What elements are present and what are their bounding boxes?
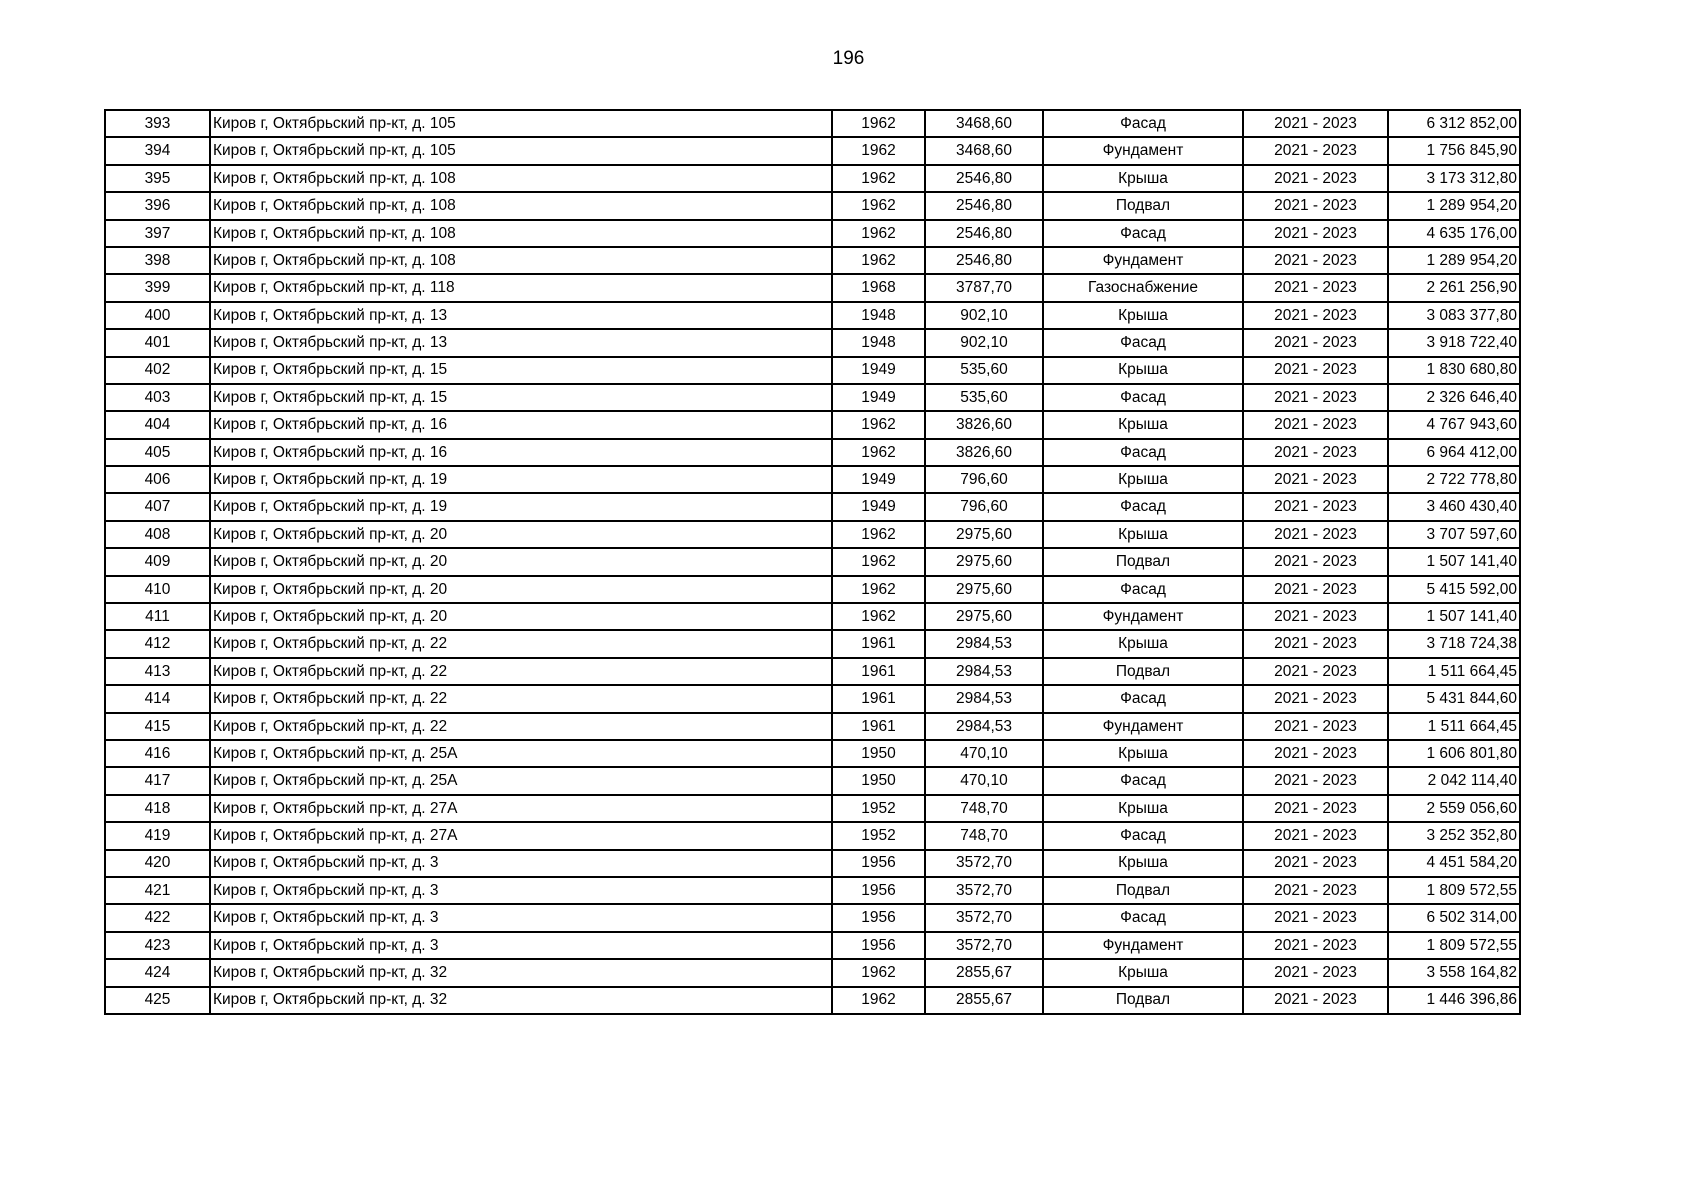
period-cell: 2021 - 2023	[1243, 767, 1388, 794]
area-cell: 2546,80	[925, 220, 1043, 247]
table-row	[105, 767, 1520, 794]
cost-cell: 2 559 056,60	[1388, 795, 1520, 822]
build-year-cell: 1962	[832, 548, 925, 575]
cost-cell: 3 252 352,80	[1388, 822, 1520, 849]
table-row	[105, 192, 1520, 219]
period-cell: 2021 - 2023	[1243, 357, 1388, 384]
period-cell: 2021 - 2023	[1243, 658, 1388, 685]
area-cell: 902,10	[925, 329, 1043, 356]
table-row	[105, 850, 1520, 877]
table-row	[105, 740, 1520, 767]
repair-registry-table	[104, 109, 1521, 1015]
work-type-cell: Фасад	[1043, 904, 1243, 931]
cost-cell: 4 635 176,00	[1388, 220, 1520, 247]
area-cell: 3572,70	[925, 850, 1043, 877]
address-cell: Киров г, Октябрьский пр-кт, д. 22	[210, 658, 832, 685]
address-cell: Киров г, Октябрьский пр-кт, д. 108	[210, 192, 832, 219]
address-cell: Киров г, Октябрьский пр-кт, д. 22	[210, 630, 832, 657]
address-cell: Киров г, Октябрьский пр-кт, д. 20	[210, 548, 832, 575]
work-type-cell: Крыша	[1043, 466, 1243, 493]
row-number-cell: 413	[105, 658, 210, 685]
build-year-cell: 1949	[832, 466, 925, 493]
cost-cell: 1 446 396,86	[1388, 987, 1520, 1014]
build-year-cell: 1952	[832, 822, 925, 849]
row-number-cell: 410	[105, 576, 210, 603]
address-cell: Киров г, Октябрьский пр-кт, д. 22	[210, 713, 832, 740]
build-year-cell: 1962	[832, 521, 925, 548]
build-year-cell: 1949	[832, 357, 925, 384]
build-year-cell: 1950	[832, 767, 925, 794]
build-year-cell: 1956	[832, 904, 925, 931]
row-number-cell: 422	[105, 904, 210, 931]
work-type-cell: Крыша	[1043, 302, 1243, 329]
area-cell: 2855,67	[925, 987, 1043, 1014]
cost-cell: 1 289 954,20	[1388, 247, 1520, 274]
address-cell: Киров г, Октябрьский пр-кт, д. 118	[210, 274, 832, 301]
address-cell: Киров г, Октябрьский пр-кт, д. 3	[210, 932, 832, 959]
work-type-cell: Фундамент	[1043, 137, 1243, 164]
cost-cell: 1 606 801,80	[1388, 740, 1520, 767]
address-cell: Киров г, Октябрьский пр-кт, д. 108	[210, 247, 832, 274]
page-number: 196	[832, 48, 865, 69]
area-cell: 902,10	[925, 302, 1043, 329]
row-number-cell: 423	[105, 932, 210, 959]
area-cell: 3468,60	[925, 137, 1043, 164]
address-cell: Киров г, Октябрьский пр-кт, д. 105	[210, 110, 832, 137]
build-year-cell: 1962	[832, 411, 925, 438]
work-type-cell: Подвал	[1043, 548, 1243, 575]
work-type-cell: Газоснабжение	[1043, 274, 1243, 301]
address-cell: Киров г, Октябрьский пр-кт, д. 27А	[210, 822, 832, 849]
period-cell: 2021 - 2023	[1243, 466, 1388, 493]
row-number-cell: 425	[105, 987, 210, 1014]
area-cell: 3468,60	[925, 110, 1043, 137]
table-row	[105, 658, 1520, 685]
table-row	[105, 822, 1520, 849]
address-cell: Киров г, Октябрьский пр-кт, д. 3	[210, 850, 832, 877]
row-number-cell: 409	[105, 548, 210, 575]
area-cell: 3572,70	[925, 932, 1043, 959]
build-year-cell: 1962	[832, 987, 925, 1014]
period-cell: 2021 - 2023	[1243, 932, 1388, 959]
row-number-cell: 403	[105, 384, 210, 411]
period-cell: 2021 - 2023	[1243, 247, 1388, 274]
cost-cell: 2 722 778,80	[1388, 466, 1520, 493]
period-cell: 2021 - 2023	[1243, 137, 1388, 164]
build-year-cell: 1962	[832, 439, 925, 466]
period-cell: 2021 - 2023	[1243, 384, 1388, 411]
area-cell: 3826,60	[925, 439, 1043, 466]
period-cell: 2021 - 2023	[1243, 713, 1388, 740]
cost-cell: 2 261 256,90	[1388, 274, 1520, 301]
row-number-cell: 399	[105, 274, 210, 301]
period-cell: 2021 - 2023	[1243, 411, 1388, 438]
work-type-cell: Крыша	[1043, 850, 1243, 877]
address-cell: Киров г, Октябрьский пр-кт, д. 27А	[210, 795, 832, 822]
build-year-cell: 1961	[832, 630, 925, 657]
address-cell: Киров г, Октябрьский пр-кт, д. 20	[210, 603, 832, 630]
area-cell: 2975,60	[925, 548, 1043, 575]
area-cell: 2984,53	[925, 658, 1043, 685]
row-number-cell: 416	[105, 740, 210, 767]
address-cell: Киров г, Октябрьский пр-кт, д. 105	[210, 137, 832, 164]
build-year-cell: 1950	[832, 740, 925, 767]
build-year-cell: 1961	[832, 658, 925, 685]
build-year-cell: 1962	[832, 137, 925, 164]
build-year-cell: 1948	[832, 329, 925, 356]
row-number-cell: 419	[105, 822, 210, 849]
area-cell: 2546,80	[925, 192, 1043, 219]
row-number-cell: 418	[105, 795, 210, 822]
table-row	[105, 576, 1520, 603]
row-number-cell: 414	[105, 685, 210, 712]
address-cell: Киров г, Октябрьский пр-кт, д. 25А	[210, 767, 832, 794]
period-cell: 2021 - 2023	[1243, 795, 1388, 822]
work-type-cell: Фасад	[1043, 822, 1243, 849]
table-row	[105, 795, 1520, 822]
work-type-cell: Фасад	[1043, 384, 1243, 411]
table-row	[105, 274, 1520, 301]
address-cell: Киров г, Октябрьский пр-кт, д. 16	[210, 411, 832, 438]
area-cell: 3826,60	[925, 411, 1043, 438]
table-row	[105, 357, 1520, 384]
work-type-cell: Подвал	[1043, 987, 1243, 1014]
work-type-cell: Фасад	[1043, 685, 1243, 712]
area-cell: 2984,53	[925, 713, 1043, 740]
work-type-cell: Фасад	[1043, 220, 1243, 247]
cost-cell: 3 918 722,40	[1388, 329, 1520, 356]
row-number-cell: 406	[105, 466, 210, 493]
table-row	[105, 137, 1520, 164]
period-cell: 2021 - 2023	[1243, 220, 1388, 247]
period-cell: 2021 - 2023	[1243, 850, 1388, 877]
period-cell: 2021 - 2023	[1243, 576, 1388, 603]
row-number-cell: 421	[105, 877, 210, 904]
row-number-cell: 405	[105, 439, 210, 466]
row-number-cell: 400	[105, 302, 210, 329]
cost-cell: 4 451 584,20	[1388, 850, 1520, 877]
address-cell: Киров г, Октябрьский пр-кт, д. 25А	[210, 740, 832, 767]
area-cell: 2546,80	[925, 247, 1043, 274]
cost-cell: 1 511 664,45	[1388, 658, 1520, 685]
table-row	[105, 877, 1520, 904]
cost-cell: 5 415 592,00	[1388, 576, 1520, 603]
row-number-cell: 415	[105, 713, 210, 740]
address-cell: Киров г, Октябрьский пр-кт, д. 22	[210, 685, 832, 712]
table-row	[105, 630, 1520, 657]
period-cell: 2021 - 2023	[1243, 877, 1388, 904]
address-cell: Киров г, Октябрьский пр-кт, д. 13	[210, 329, 832, 356]
area-cell: 2984,53	[925, 685, 1043, 712]
period-cell: 2021 - 2023	[1243, 548, 1388, 575]
period-cell: 2021 - 2023	[1243, 493, 1388, 520]
row-number-cell: 401	[105, 329, 210, 356]
period-cell: 2021 - 2023	[1243, 987, 1388, 1014]
cost-cell: 3 173 312,80	[1388, 165, 1520, 192]
work-type-cell: Фундамент	[1043, 932, 1243, 959]
address-cell: Киров г, Октябрьский пр-кт, д. 108	[210, 165, 832, 192]
period-cell: 2021 - 2023	[1243, 302, 1388, 329]
area-cell: 2975,60	[925, 521, 1043, 548]
work-type-cell: Фасад	[1043, 439, 1243, 466]
work-type-cell: Фасад	[1043, 329, 1243, 356]
address-cell: Киров г, Октябрьский пр-кт, д. 16	[210, 439, 832, 466]
build-year-cell: 1962	[832, 247, 925, 274]
cost-cell: 1 507 141,40	[1388, 603, 1520, 630]
build-year-cell: 1961	[832, 713, 925, 740]
row-number-cell: 417	[105, 767, 210, 794]
address-cell: Киров г, Октябрьский пр-кт, д. 3	[210, 904, 832, 931]
work-type-cell: Крыша	[1043, 411, 1243, 438]
period-cell: 2021 - 2023	[1243, 959, 1388, 986]
period-cell: 2021 - 2023	[1243, 740, 1388, 767]
cost-cell: 6 964 412,00	[1388, 439, 1520, 466]
area-cell: 2975,60	[925, 576, 1043, 603]
build-year-cell: 1962	[832, 110, 925, 137]
table-row	[105, 603, 1520, 630]
table-row	[105, 521, 1520, 548]
row-number-cell: 394	[105, 137, 210, 164]
build-year-cell: 1962	[832, 220, 925, 247]
work-type-cell: Подвал	[1043, 877, 1243, 904]
address-cell: Киров г, Октябрьский пр-кт, д. 19	[210, 466, 832, 493]
table-row	[105, 904, 1520, 931]
table-row	[105, 987, 1520, 1014]
cost-cell: 3 707 597,60	[1388, 521, 1520, 548]
cost-cell: 1 507 141,40	[1388, 548, 1520, 575]
cost-cell: 6 502 314,00	[1388, 904, 1520, 931]
build-year-cell: 1962	[832, 165, 925, 192]
address-cell: Киров г, Октябрьский пр-кт, д. 32	[210, 987, 832, 1014]
row-number-cell: 420	[105, 850, 210, 877]
work-type-cell: Фасад	[1043, 576, 1243, 603]
work-type-cell: Крыша	[1043, 165, 1243, 192]
address-cell: Киров г, Октябрьский пр-кт, д. 20	[210, 521, 832, 548]
work-type-cell: Крыша	[1043, 740, 1243, 767]
cost-cell: 1 809 572,55	[1388, 877, 1520, 904]
area-cell: 796,60	[925, 466, 1043, 493]
period-cell: 2021 - 2023	[1243, 165, 1388, 192]
cost-cell: 3 558 164,82	[1388, 959, 1520, 986]
cost-cell: 3 718 724,38	[1388, 630, 1520, 657]
cost-cell: 3 083 377,80	[1388, 302, 1520, 329]
table-row	[105, 220, 1520, 247]
cost-cell: 4 767 943,60	[1388, 411, 1520, 438]
address-cell: Киров г, Октябрьский пр-кт, д. 108	[210, 220, 832, 247]
row-number-cell: 397	[105, 220, 210, 247]
table-row	[105, 959, 1520, 986]
area-cell: 748,70	[925, 822, 1043, 849]
row-number-cell: 407	[105, 493, 210, 520]
cost-cell: 5 431 844,60	[1388, 685, 1520, 712]
address-cell: Киров г, Октябрьский пр-кт, д. 15	[210, 384, 832, 411]
cost-cell: 1 289 954,20	[1388, 192, 1520, 219]
cost-cell: 6 312 852,00	[1388, 110, 1520, 137]
period-cell: 2021 - 2023	[1243, 274, 1388, 301]
table-row	[105, 932, 1520, 959]
build-year-cell: 1949	[832, 384, 925, 411]
address-cell: Киров г, Октябрьский пр-кт, д. 20	[210, 576, 832, 603]
cost-cell: 2 042 114,40	[1388, 767, 1520, 794]
area-cell: 2984,53	[925, 630, 1043, 657]
row-number-cell: 408	[105, 521, 210, 548]
period-cell: 2021 - 2023	[1243, 192, 1388, 219]
row-number-cell: 396	[105, 192, 210, 219]
build-year-cell: 1956	[832, 877, 925, 904]
row-number-cell: 402	[105, 357, 210, 384]
work-type-cell: Фасад	[1043, 767, 1243, 794]
row-number-cell: 398	[105, 247, 210, 274]
area-cell: 3572,70	[925, 904, 1043, 931]
work-type-cell: Крыша	[1043, 357, 1243, 384]
cost-cell: 1 830 680,80	[1388, 357, 1520, 384]
row-number-cell: 395	[105, 165, 210, 192]
row-number-cell: 393	[105, 110, 210, 137]
cost-cell: 1 809 572,55	[1388, 932, 1520, 959]
row-number-cell: 404	[105, 411, 210, 438]
work-type-cell: Крыша	[1043, 521, 1243, 548]
area-cell: 3787,70	[925, 274, 1043, 301]
table-row	[105, 384, 1520, 411]
area-cell: 796,60	[925, 493, 1043, 520]
work-type-cell: Фасад	[1043, 493, 1243, 520]
period-cell: 2021 - 2023	[1243, 822, 1388, 849]
table-row	[105, 411, 1520, 438]
build-year-cell: 1962	[832, 576, 925, 603]
work-type-cell: Фундамент	[1043, 247, 1243, 274]
address-cell: Киров г, Октябрьский пр-кт, д. 32	[210, 959, 832, 986]
period-cell: 2021 - 2023	[1243, 630, 1388, 657]
row-number-cell: 412	[105, 630, 210, 657]
period-cell: 2021 - 2023	[1243, 521, 1388, 548]
cost-cell: 1 756 845,90	[1388, 137, 1520, 164]
area-cell: 748,70	[925, 795, 1043, 822]
table-row	[105, 685, 1520, 712]
work-type-cell: Крыша	[1043, 795, 1243, 822]
work-type-cell: Крыша	[1043, 630, 1243, 657]
build-year-cell: 1968	[832, 274, 925, 301]
build-year-cell: 1962	[832, 959, 925, 986]
address-cell: Киров г, Октябрьский пр-кт, д. 15	[210, 357, 832, 384]
area-cell: 3572,70	[925, 877, 1043, 904]
area-cell: 470,10	[925, 740, 1043, 767]
cost-cell: 2 326 646,40	[1388, 384, 1520, 411]
area-cell: 2975,60	[925, 603, 1043, 630]
build-year-cell: 1962	[832, 192, 925, 219]
table-row	[105, 548, 1520, 575]
table-row	[105, 466, 1520, 493]
table-row	[105, 110, 1520, 137]
build-year-cell: 1952	[832, 795, 925, 822]
period-cell: 2021 - 2023	[1243, 904, 1388, 931]
build-year-cell: 1956	[832, 850, 925, 877]
table-row	[105, 329, 1520, 356]
work-type-cell: Фундамент	[1043, 603, 1243, 630]
period-cell: 2021 - 2023	[1243, 110, 1388, 137]
area-cell: 2855,67	[925, 959, 1043, 986]
build-year-cell: 1961	[832, 685, 925, 712]
work-type-cell: Крыша	[1043, 959, 1243, 986]
table-row	[105, 439, 1520, 466]
build-year-cell: 1956	[832, 932, 925, 959]
period-cell: 2021 - 2023	[1243, 603, 1388, 630]
table-row	[105, 493, 1520, 520]
work-type-cell: Фундамент	[1043, 713, 1243, 740]
address-cell: Киров г, Октябрьский пр-кт, д. 3	[210, 877, 832, 904]
period-cell: 2021 - 2023	[1243, 439, 1388, 466]
build-year-cell: 1962	[832, 603, 925, 630]
cost-cell: 1 511 664,45	[1388, 713, 1520, 740]
work-type-cell: Подвал	[1043, 192, 1243, 219]
row-number-cell: 411	[105, 603, 210, 630]
table-row	[105, 247, 1520, 274]
cost-cell: 3 460 430,40	[1388, 493, 1520, 520]
work-type-cell: Подвал	[1043, 658, 1243, 685]
address-cell: Киров г, Октябрьский пр-кт, д. 19	[210, 493, 832, 520]
work-type-cell: Фасад	[1043, 110, 1243, 137]
table-row	[105, 165, 1520, 192]
address-cell: Киров г, Октябрьский пр-кт, д. 13	[210, 302, 832, 329]
build-year-cell: 1948	[832, 302, 925, 329]
period-cell: 2021 - 2023	[1243, 685, 1388, 712]
area-cell: 535,60	[925, 384, 1043, 411]
table-row	[105, 713, 1520, 740]
area-cell: 470,10	[925, 767, 1043, 794]
table-body	[105, 110, 1520, 1014]
area-cell: 535,60	[925, 357, 1043, 384]
row-number-cell: 424	[105, 959, 210, 986]
period-cell: 2021 - 2023	[1243, 329, 1388, 356]
area-cell: 2546,80	[925, 165, 1043, 192]
table-row	[105, 302, 1520, 329]
build-year-cell: 1949	[832, 493, 925, 520]
